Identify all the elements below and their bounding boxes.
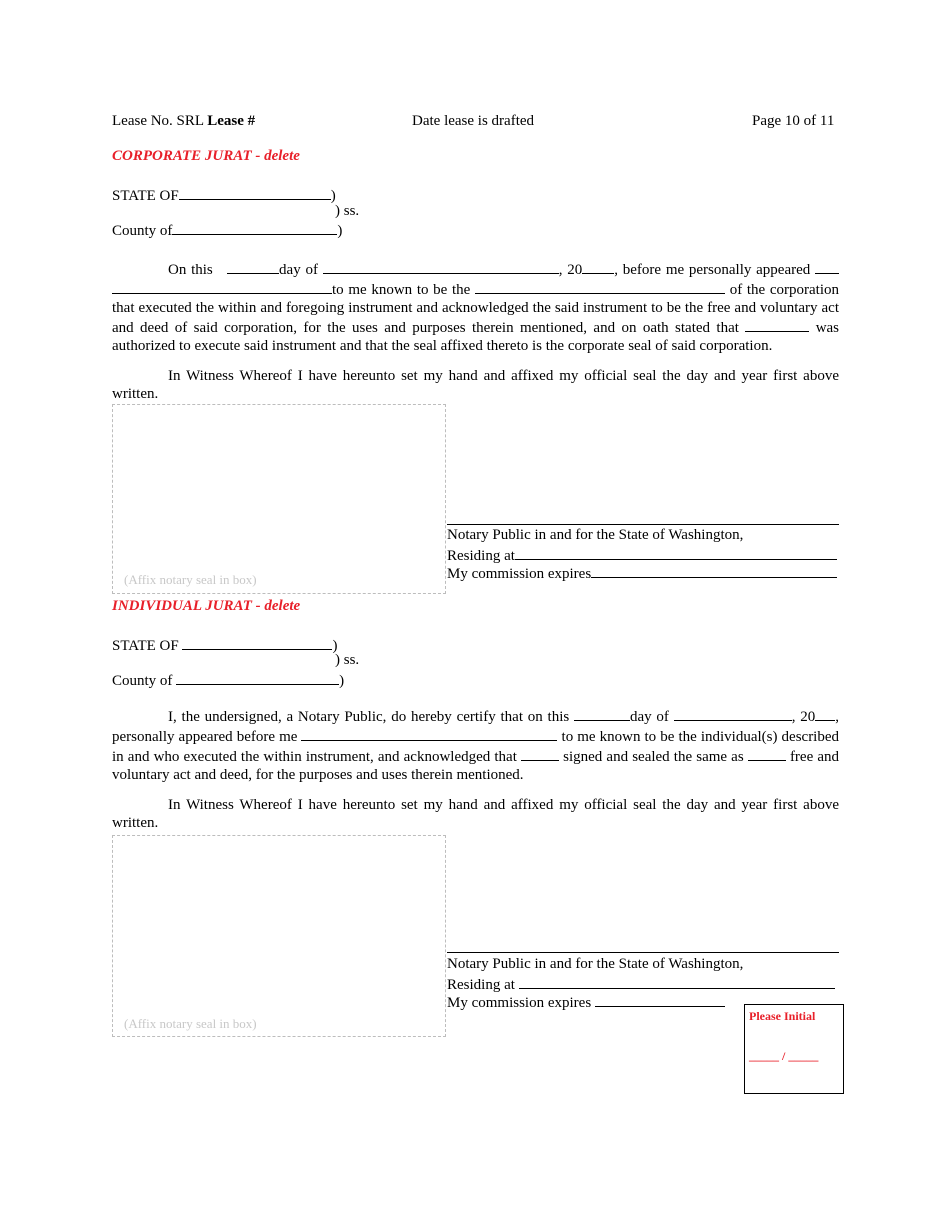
corporate-seal-label: (Affix notary seal in box) [124,572,257,587]
lease-number-field: Lease # [207,113,256,129]
corporate-jurat-heading: CORPORATE JURAT - delete [112,148,300,164]
individual-jurat-heading: INDIVIDUAL JURAT - delete [112,598,301,614]
individual-residing-line: Residing at [447,974,835,994]
corporate-signature-line [447,524,839,525]
individual-commission-line: My commission expires [447,992,725,1012]
page-number: Page 10 of 11 [752,113,835,129]
corporate-residing-line: Residing at [447,545,837,565]
corporate-notary-title: Notary Public in and for the State of Washington, [447,527,744,543]
individual-witness-paragraph: In Witness Whereof I have hereunto set my hand and affixed my official seal the day and year first above written. [112,797,839,831]
corporate-witness-paragraph: In Witness Whereof I have hereunto set my hand and affixed my official seal the day and year first above written. [112,368,839,402]
lease-date: Date lease is drafted [412,113,535,129]
corporate-commission-line: My commission expires [447,563,837,583]
corporate-body-paragraph: On this day of , 20 , before me personally appeared to me known to be the of the corporation that executed the within and foregoing instrument and acknowledged the said instrument to be the free and voluntary act and deed of said corporation, for the uses and purposes therein mentioned, and on oath stated that was authorized to execute said instrument and that the seal affixed thereto is the corporate seal of said corporation. [112,259,839,355]
state-blank [179,185,331,200]
individual-state-line: STATE OF ) [112,635,337,655]
please-initial-title: Please Initial [749,1009,816,1023]
corporate-county-line: County of ) [112,220,342,240]
corporate-seal-box [112,404,446,594]
individual-notary-title: Notary Public in and for the State of Washington, [447,956,744,972]
individual-body-paragraph: I, the undersigned, a Notary Public, do hereby certify that on this day of , 20 , personally appeared before me to me known to be the individual(s) described in and who executed the within instrument, and acknowledged that signed and sealed the same as free and voluntary act and deed, for the purposes and uses therein mentioned. [112,706,839,784]
lease-number: Lease No. SRL Lease # [112,113,256,129]
initials-slots[interactable]: _____ / _____ [749,1049,819,1063]
individual-seal-label: (Affix notary seal in box) [124,1016,257,1031]
please-initial-box[interactable] [744,1004,844,1094]
individual-seal-box [112,835,446,1037]
individual-signature-line [447,952,839,953]
individual-ss: ) ss. [335,652,360,668]
county-blank [172,220,337,235]
corporate-state-line: STATE OF ) [112,185,336,205]
corporate-ss: ) ss. [335,203,360,219]
individual-county-line: County of ) [112,670,344,690]
